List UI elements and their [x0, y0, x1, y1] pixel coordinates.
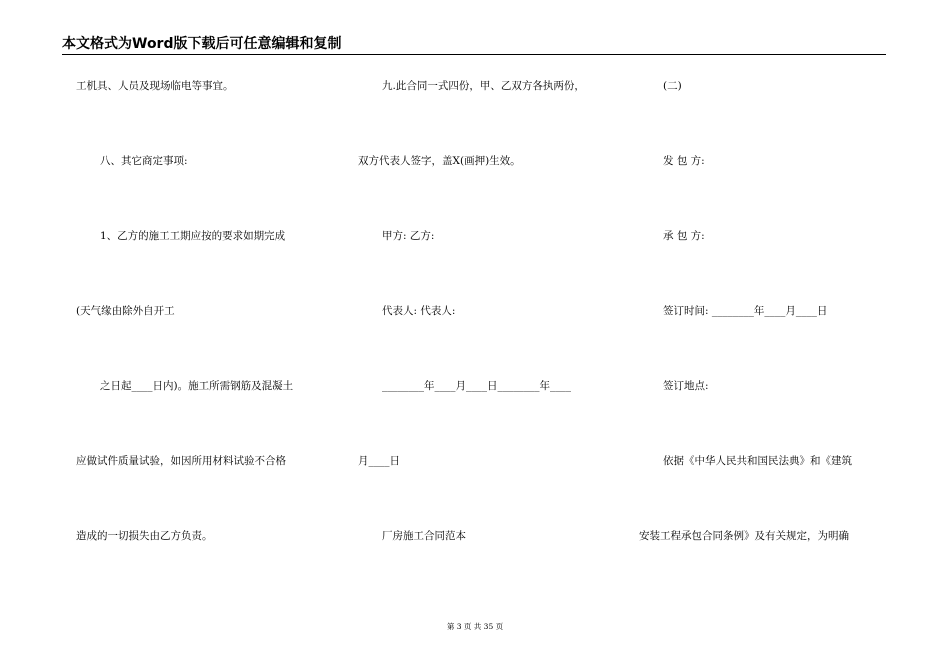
text-line: 依据《中华人民共和国民法典》和《建筑 — [663, 455, 852, 467]
text-line: 应做试件质量试验，如因所用材料试验不合格 — [76, 455, 286, 467]
text-line: 1、乙方的施工工期应按的要求如期完成 — [100, 230, 286, 242]
text-line: 签订地点: — [663, 380, 709, 392]
text-line: 之日起____日内)。施工所需钢筋及混凝土 — [100, 380, 294, 392]
text-line: (二) — [663, 80, 682, 92]
text-line: 承 包 方: — [663, 230, 705, 242]
text-line: 双方代表人签字，盖X(画押)生效。 — [358, 155, 521, 167]
text-line: 甲方: 乙方: — [382, 230, 435, 242]
text-line: 八、其它商定事项: — [100, 155, 188, 167]
page-footer: 第 3 页 共 35 页 — [446, 622, 504, 631]
text-line: ________年____月____日________年____ — [382, 380, 571, 392]
text-line: 造成的一切损失由乙方负责。 — [76, 530, 213, 542]
text-line: 发 包 方: — [663, 155, 705, 167]
text-line: 厂房施工合同范本 — [382, 530, 466, 542]
text-line: 代表人: 代表人: — [382, 305, 456, 317]
text-line: (天气缘由除外自开工 — [76, 305, 175, 317]
text-line: 月____日 — [358, 455, 400, 467]
text-line: 安装工程承包合同条例》及有关规定，为明确 — [639, 530, 849, 542]
text-line: 工机具、人员及现场临电等事宜。 — [76, 80, 234, 92]
document-header-title: 本文格式为Word版下载后可任意编辑和复制 — [62, 36, 342, 52]
text-line: 签订时间: ________年____月____日 — [663, 305, 828, 317]
text-line: 九.此合同一式四份，甲、乙双方各执两份， — [382, 80, 585, 92]
